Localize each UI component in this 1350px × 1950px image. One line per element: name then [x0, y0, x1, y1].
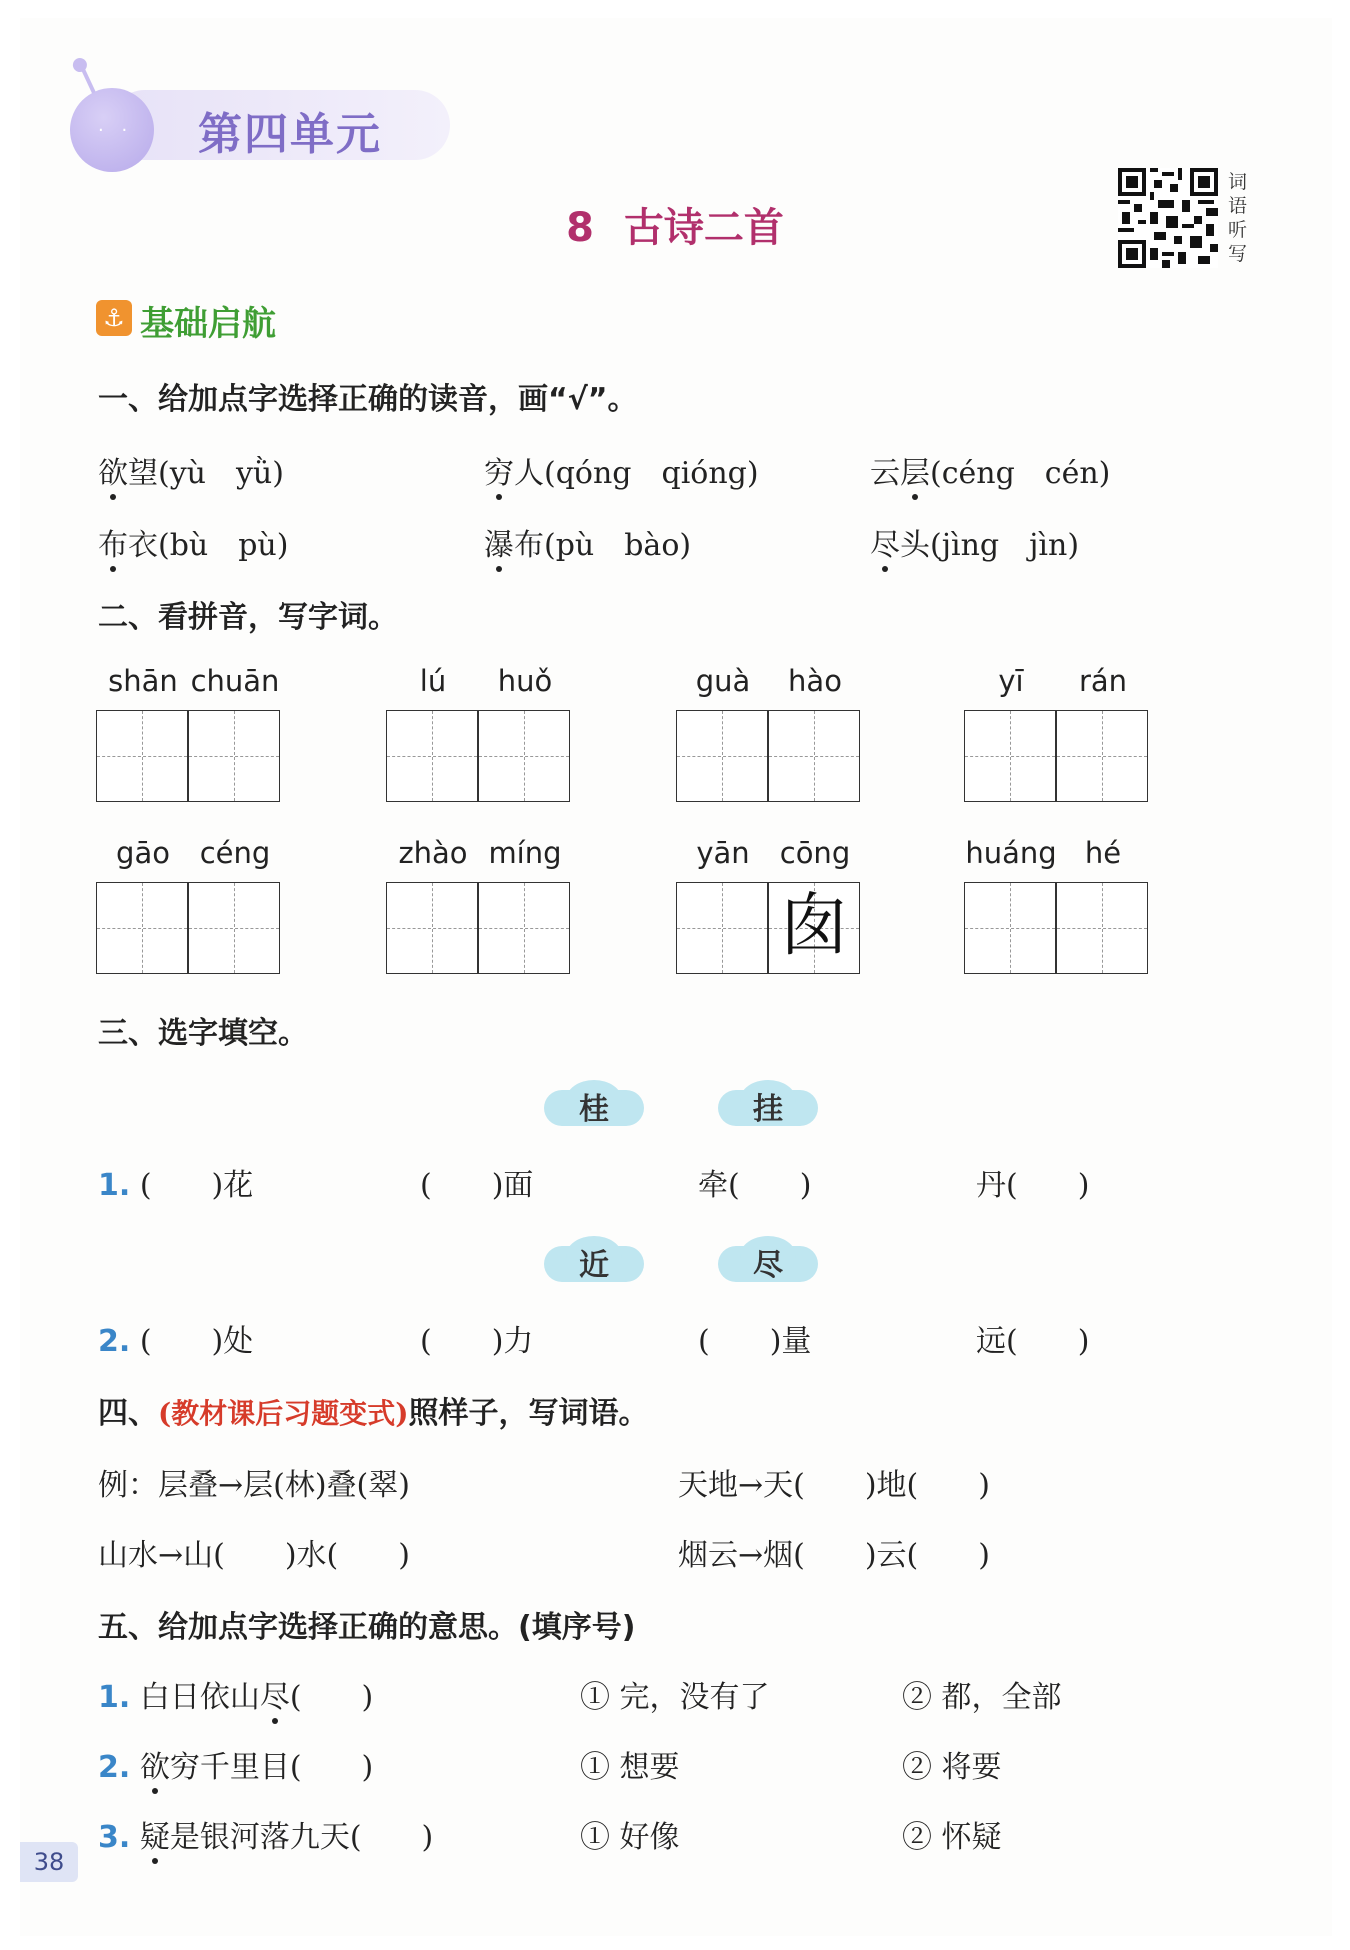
choice-char: 尽: [753, 1248, 783, 1283]
tianzige-box[interactable]: [1056, 882, 1148, 974]
item-number: 1.: [98, 1168, 131, 1203]
question-2-title: 二、看拼音，写字词。: [98, 600, 398, 635]
qr-caption-char: 听: [1228, 219, 1248, 241]
item-number: 2.: [98, 1750, 131, 1785]
written-char: [965, 883, 1055, 973]
written-char: [677, 883, 767, 973]
tianzige-box[interactable]: [768, 710, 860, 802]
meaning-choice-item[interactable]: [98, 1742, 373, 1786]
pinyin-label: hào: [788, 664, 842, 698]
pinyin-choice-item[interactable]: [484, 520, 691, 564]
choice-cloud: [718, 1080, 818, 1128]
tianzige-box[interactable]: [386, 710, 478, 802]
item-number: 3.: [98, 1820, 131, 1855]
unit-title: 第四单元: [198, 109, 382, 160]
anchor-icon: ⚓: [96, 300, 132, 336]
fill-blank-item[interactable]: 牵( ): [698, 1168, 812, 1203]
pinyin-choice-text: 衣(bù pù): [128, 528, 289, 563]
tianzige-box[interactable]: [96, 710, 188, 802]
pinyin-choice-text: 头(jìng jìn): [900, 528, 1080, 563]
question-4-suffix: 照样子，写词语。: [408, 1396, 649, 1431]
meaning-choice-item[interactable]: [98, 1672, 373, 1716]
written-char: [387, 711, 477, 801]
word-pattern-item[interactable]: 天地→天( )地( ): [678, 1468, 990, 1503]
textbook-variant-tag: (教材课后习题变式): [158, 1397, 409, 1430]
pinyin-choice-text: (céng cén): [930, 456, 1111, 491]
pinyin-choice-text: 望(yù yǜ): [128, 456, 284, 491]
question-1-title: 一、给加点字选择正确的读音，画“√”。: [98, 382, 638, 417]
written-char: [97, 883, 187, 973]
choice-cloud: [544, 1236, 644, 1284]
written-char: [387, 883, 477, 973]
page-number: 38: [20, 1842, 78, 1882]
meaning-option: ② 怀疑: [902, 1820, 1002, 1855]
tianzige-box[interactable]: [478, 710, 570, 802]
written-char: [1057, 711, 1147, 801]
written-char: [479, 883, 569, 973]
tianzige-box[interactable]: [964, 882, 1056, 974]
question-5-title: 五、给加点字选择正确的意思。(填序号): [98, 1610, 636, 1645]
choice-cloud: [718, 1236, 818, 1284]
dotted-char: 尽: [260, 1672, 290, 1716]
moon-mascot-icon: [70, 88, 154, 172]
written-char: [189, 711, 279, 801]
lesson-name: 古诗二首: [623, 205, 784, 251]
written-char: 囱: [779, 887, 848, 966]
written-char: [479, 711, 569, 801]
dotted-char: 欲: [140, 1742, 170, 1786]
written-char: [189, 883, 279, 973]
pinyin-label: huáng: [965, 836, 1057, 870]
tianzige-box[interactable]: [1056, 710, 1148, 802]
question-3-title: 三、选字填空。: [98, 1016, 308, 1051]
meaning-option: ① 想要: [580, 1750, 680, 1785]
written-char: [965, 711, 1055, 801]
pinyin-label: yī: [998, 664, 1024, 698]
pinyin-label: lú: [419, 664, 447, 698]
item-number: 1.: [98, 1680, 131, 1715]
choice-char: 近: [579, 1248, 609, 1283]
fill-blank-item[interactable]: 丹( ): [976, 1168, 1090, 1203]
question-4-title: [98, 1388, 649, 1432]
meaning-option: ② 都，全部: [902, 1680, 1062, 1715]
tianzige-box[interactable]: [96, 882, 188, 974]
tianzige-box[interactable]: [188, 882, 280, 974]
meaning-option: ② 将要: [902, 1750, 1002, 1785]
mascot-face-icon: · ·: [98, 120, 134, 141]
dotted-char: 布: [98, 520, 128, 564]
pinyin-label: céng: [199, 836, 271, 870]
tianzige-box[interactable]: [676, 710, 768, 802]
word-pattern-item[interactable]: 山水→山( )水( ): [98, 1538, 410, 1573]
pinyin-label: cōng: [779, 836, 851, 870]
choice-char: 挂: [753, 1092, 783, 1127]
pinyin-label: hé: [1084, 836, 1122, 870]
pinyin-choice-text: 人(qóng qióng): [514, 456, 759, 491]
fill-blank-item[interactable]: ( )力: [420, 1324, 534, 1359]
tianzige-box[interactable]: [964, 710, 1056, 802]
choice-char: 桂: [579, 1092, 609, 1127]
pinyin-label: zhào: [398, 836, 468, 870]
question-4-prefix: 四、: [98, 1396, 158, 1431]
pinyin-label: yān: [696, 836, 750, 870]
plain-char: 云: [870, 456, 900, 491]
dotted-char: 穷: [484, 448, 514, 492]
pinyin-choice-item[interactable]: [870, 520, 1079, 564]
fill-blank-text: ( )处: [139, 1324, 254, 1359]
plain-text: ( ): [289, 1680, 374, 1715]
fill-blank-text: ( )花: [139, 1168, 254, 1203]
written-char: [677, 711, 767, 801]
pinyin-label: shān: [108, 664, 178, 698]
pinyin-label: huǒ: [497, 664, 553, 698]
fill-blank-item[interactable]: [98, 1160, 253, 1204]
example-word: 例：层叠→层(林)叠(翠): [98, 1468, 410, 1503]
pinyin-label: chuān: [190, 664, 280, 698]
written-char: [769, 711, 859, 801]
pinyin-label: rán: [1078, 664, 1128, 698]
meaning-option: ① 好像: [580, 1820, 680, 1855]
tianzige-box[interactable]: [386, 882, 478, 974]
section-title: 基础启航: [140, 304, 276, 344]
item-number: 2.: [98, 1324, 131, 1359]
pinyin-choice-text: 布(pù bào): [514, 528, 692, 563]
qr-code-icon[interactable]: [1118, 168, 1218, 268]
word-pattern-item[interactable]: 烟云→烟( )云( ): [678, 1538, 990, 1573]
dotted-char: 疑: [140, 1812, 170, 1856]
choice-cloud: [544, 1080, 644, 1128]
plain-text: 是银河落九天( ): [169, 1820, 434, 1855]
tianzige-box[interactable]: [188, 710, 280, 802]
pinyin-label: gāo: [116, 836, 170, 870]
pinyin-label: guà: [695, 664, 751, 698]
fill-blank-item[interactable]: 远( ): [976, 1324, 1090, 1359]
dotted-char: 尽: [870, 520, 900, 564]
dotted-char: 欲: [98, 448, 128, 492]
qr-caption-char: 词: [1228, 171, 1248, 193]
tianzige-box[interactable]: [676, 882, 768, 974]
pinyin-label: míng: [488, 836, 562, 870]
plain-text: 穷千里目( ): [169, 1750, 374, 1785]
written-char: [97, 711, 187, 801]
written-char: [1057, 883, 1147, 973]
pinyin-choice-item[interactable]: [870, 448, 1110, 492]
meaning-choice-item[interactable]: [98, 1812, 433, 1856]
unit-banner: [70, 88, 450, 162]
dotted-char: 层: [900, 448, 930, 492]
tianzige-box[interactable]: [478, 882, 570, 974]
dotted-char: 瀑: [484, 520, 514, 564]
pinyin-choice-item[interactable]: [484, 448, 759, 492]
qr-caption: [1228, 170, 1248, 266]
fill-blank-item[interactable]: ( )面: [420, 1168, 534, 1203]
qr-caption-char: 写: [1228, 243, 1248, 265]
qr-caption-char: 语: [1228, 195, 1248, 217]
fill-blank-item[interactable]: ( )量: [698, 1324, 812, 1359]
fill-blank-item[interactable]: [98, 1316, 253, 1360]
tianzige-box[interactable]: [768, 882, 860, 974]
lesson-number: 8: [566, 205, 594, 251]
meaning-option: ① 完，没有了: [580, 1680, 770, 1715]
plain-text: 白日依山: [139, 1680, 260, 1715]
pinyin-choice-item[interactable]: [98, 520, 288, 564]
pinyin-choice-item[interactable]: [98, 448, 284, 492]
